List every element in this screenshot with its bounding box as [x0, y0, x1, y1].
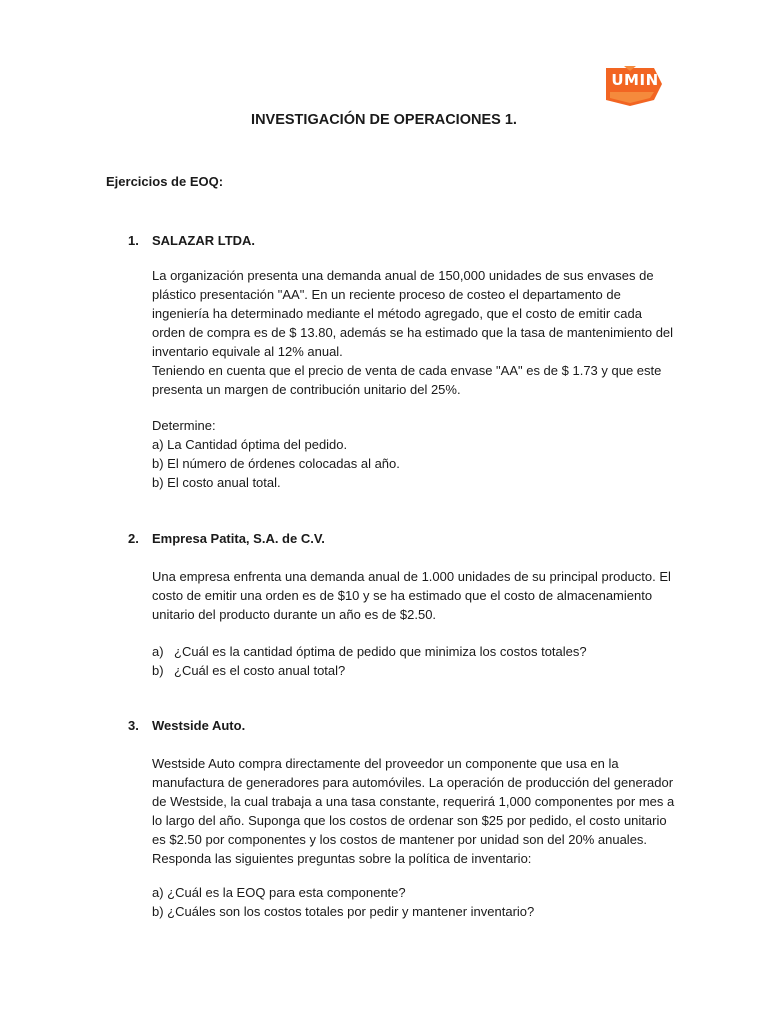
- paragraph-line: costo de emitir una orden es de $10 y se ha estimado que el costo de almacenamiento: [152, 588, 653, 603]
- exercise-3-question-b: b) ¿Cuáles son los costos totales por pedir y mantener inventario?: [152, 904, 535, 919]
- paragraph-line: ingeniería ha determinado mediante el método agregado, que el costo de emitir cada: [152, 306, 642, 321]
- paragraph-line: inventario equivale al 12% anual.: [152, 344, 343, 359]
- paragraph-line: presenta un margen de contribución unitario del 25%.: [152, 382, 461, 397]
- exercise-2-number: 2.: [128, 531, 139, 546]
- exercise-3-paragraph: [152, 754, 675, 868]
- exercise-3-title: Westside Auto.: [152, 718, 246, 733]
- exercise-1-title: SALAZAR LTDA.: [152, 233, 256, 248]
- exercise-1-number: 1.: [128, 233, 139, 248]
- exercise-1-question-a: a) La Cantidad óptima del pedido.: [152, 437, 348, 452]
- paragraph-line: de Westside, la cual trabaja a una tasa constante, requerirá 1,000 componentes por mes a: [152, 794, 675, 809]
- exercise-2-title: Empresa Patita, S.A. de C.V.: [152, 531, 325, 546]
- paragraph-line: Responda las siguientes preguntas sobre la política de inventario:: [152, 851, 532, 866]
- paragraph-line: Westside Auto compra directamente del proveedor un componente que usa en la: [152, 756, 619, 771]
- paragraph-line: Teniendo en cuenta que el precio de venta de cada envase "AA" es de $ 1.73 y que este: [152, 363, 662, 378]
- paragraph-line: plástico presentación "AA". En un reciente proceso de costeo el departamento de: [152, 287, 621, 302]
- document-title: INVESTIGACIÓN DE OPERACIONES 1.: [251, 112, 517, 128]
- exercise-2-question-a-text: ¿Cuál es la cantidad óptima de pedido que minimiza los costos totales?: [174, 644, 587, 659]
- paragraph-line: La organización presenta una demanda anual de 150,000 unidades de sus envases de: [152, 268, 654, 283]
- exercise-2-paragraph: [152, 567, 672, 624]
- paragraph-line: es $2.50 por componentes y los costos de mantener por unidad son del 20% anuales.: [152, 832, 648, 847]
- exercise-2-question-b-text: ¿Cuál es el costo anual total?: [174, 663, 346, 678]
- paragraph-line: manufactura de generadores para automóviles. La operación de producción del generador: [152, 775, 674, 790]
- exercise-1-question-c: b) El costo anual total.: [152, 475, 281, 490]
- logo-text: UMIN: [611, 71, 659, 89]
- exercise-1-prompt: Determine:: [152, 418, 216, 433]
- exercise-3-number: 3.: [128, 718, 139, 733]
- paragraph-line: Una empresa enfrenta una demanda anual de 1.000 unidades de su principal producto. El: [152, 569, 671, 584]
- paragraph-line: orden de compra es de $ 13.80, además se ha estimado que la tasa de mantenimiento del: [152, 325, 674, 340]
- exercise-2-question-a-letter: a): [152, 644, 164, 659]
- paragraph-line: lo largo del año. Suponga que los costos de ordenar son $25 por pedido, el costo unitario: [152, 813, 667, 828]
- exercise-2-question-b-letter: b): [152, 663, 164, 678]
- section-heading: Ejercicios de EOQ:: [106, 174, 224, 189]
- exercise-1-question-b: b) El número de órdenes colocadas al año.: [152, 456, 400, 471]
- exercise-3-question-a: a) ¿Cuál es la EOQ para esta componente?: [152, 885, 406, 900]
- paragraph-line: unitario del producto durante un año es de $2.50.: [152, 607, 437, 622]
- exercise-1-paragraph: [152, 266, 672, 399]
